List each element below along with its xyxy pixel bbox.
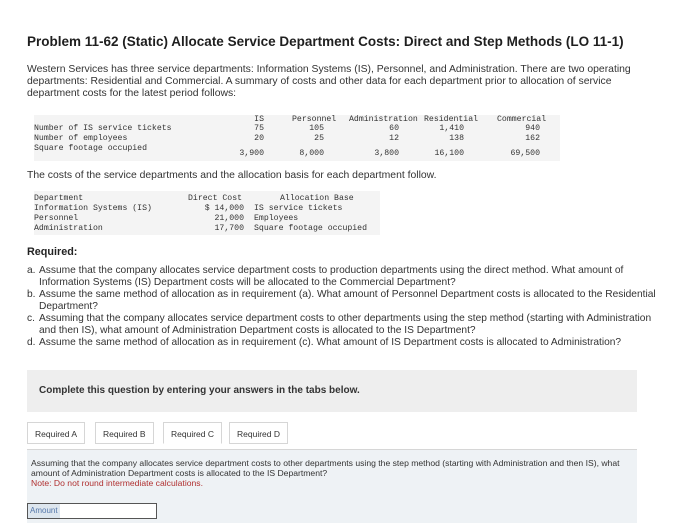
requirement-b bbox=[27, 289, 667, 312]
header-commercial: Commercial bbox=[497, 115, 547, 124]
cost-cell: 21,000 bbox=[214, 214, 244, 223]
requirement-letter: a. bbox=[27, 265, 36, 276]
cell: 162 bbox=[525, 134, 540, 143]
cell: 3,900 bbox=[239, 149, 264, 158]
cell: 940 bbox=[525, 124, 540, 133]
instructions-text: Complete this question by entering your answers in the tabs below. bbox=[39, 385, 360, 396]
row-label: Square footage occupied bbox=[34, 144, 148, 153]
header-direct-cost: Direct Cost bbox=[188, 194, 243, 203]
header-department: Department bbox=[34, 194, 84, 203]
cell: 69,500 bbox=[510, 149, 540, 158]
cost-basis-note: The costs of the service departments and the allocation basis for each department follow. bbox=[27, 170, 437, 181]
requirement-letter: d. bbox=[27, 337, 36, 348]
dept-cell: Administration bbox=[34, 224, 103, 233]
amount-label: Amount bbox=[28, 504, 60, 518]
tab-required-c[interactable]: Required C bbox=[163, 422, 222, 444]
requirement-text: Assume the same method of allocation as in requirement (a). What amount of Personnel Department costs is allocated to the Residential Department? bbox=[39, 289, 656, 312]
header-administration: Administration bbox=[349, 115, 418, 124]
panel-question-text: Assuming that the company allocates service department costs to other departments using the step method (starting with Administration and then IS), what amount of Administration Department costs is allocated to the IS Department? bbox=[31, 458, 620, 478]
cell: 1,410 bbox=[439, 124, 464, 133]
requirement-text: Assuming that the company allocates service department costs to other departments using the step method (starting with Administration and then IS), what amount of Administration Department costs is allocated to the IS Department? bbox=[39, 313, 652, 336]
instructions-box bbox=[27, 370, 637, 412]
cell: 75 bbox=[254, 124, 264, 133]
requirement-text: Assume that the company allocates service department costs to production departments using the direct method. What amount of Information Systems (IS) Department costs will be allocated to the Commercial Department? bbox=[39, 265, 624, 288]
cell: 138 bbox=[449, 134, 464, 143]
cell: 20 bbox=[254, 134, 264, 143]
header-personnel: Personnel bbox=[292, 115, 337, 124]
header-is: IS bbox=[254, 115, 264, 124]
panel-note: Note: Do not round intermediate calculations. bbox=[31, 478, 203, 488]
dept-cell: Information Systems (IS) bbox=[34, 204, 152, 213]
dept-cell: Personnel bbox=[34, 214, 79, 223]
requirement-letter: c. bbox=[27, 313, 35, 324]
tab-required-b[interactable]: Required B bbox=[95, 422, 154, 444]
base-cell: IS service tickets bbox=[254, 204, 343, 213]
cell: 60 bbox=[389, 124, 399, 133]
requirement-d bbox=[27, 337, 667, 349]
cost-cell: 17,700 bbox=[214, 224, 244, 233]
base-cell: Employees bbox=[254, 214, 299, 223]
panel-question bbox=[31, 458, 621, 488]
header-residential: Residential bbox=[424, 115, 479, 124]
requirement-c bbox=[27, 313, 667, 336]
requirement-letter: b. bbox=[27, 289, 36, 300]
required-heading: Required: bbox=[27, 246, 78, 258]
amount-input[interactable] bbox=[27, 503, 157, 519]
requirement-text: Assume the same method of allocation as in requirement (c). What amount of IS Department costs is allocated to Administration? bbox=[39, 337, 622, 348]
cell: 3,800 bbox=[374, 149, 399, 158]
department-data-table bbox=[34, 115, 560, 161]
cost-cell: $ 14,000 bbox=[204, 204, 244, 213]
requirement-a bbox=[27, 265, 667, 288]
cell: 16,100 bbox=[434, 149, 464, 158]
intro-paragraph: Western Services has three service departments: Information Systems (IS), Personnel, and Administration. There are two operating departments: Residential and Commercial. A summary of costs and other data for each department prior to allocation of service department costs for the latest period follows: bbox=[27, 64, 631, 99]
cell: 105 bbox=[309, 124, 324, 133]
tab-required-a[interactable]: Required A bbox=[27, 422, 85, 444]
row-label: Number of employees bbox=[34, 134, 128, 143]
header-allocation-base: Allocation Base bbox=[280, 194, 354, 203]
cell: 12 bbox=[389, 134, 399, 143]
tab-required-d[interactable]: Required D bbox=[229, 422, 288, 444]
requirement-tabs bbox=[27, 422, 299, 446]
cell: 8,000 bbox=[299, 149, 324, 158]
row-label: Number of IS service tickets bbox=[34, 124, 172, 133]
allocation-basis-table bbox=[34, 191, 380, 235]
page-title: Problem 11-62 (Static) Allocate Service Department Costs: Direct and Step Methods (LO 11-1) bbox=[27, 34, 624, 49]
base-cell: Square footage occupied bbox=[254, 224, 368, 233]
cell: 25 bbox=[314, 134, 324, 143]
